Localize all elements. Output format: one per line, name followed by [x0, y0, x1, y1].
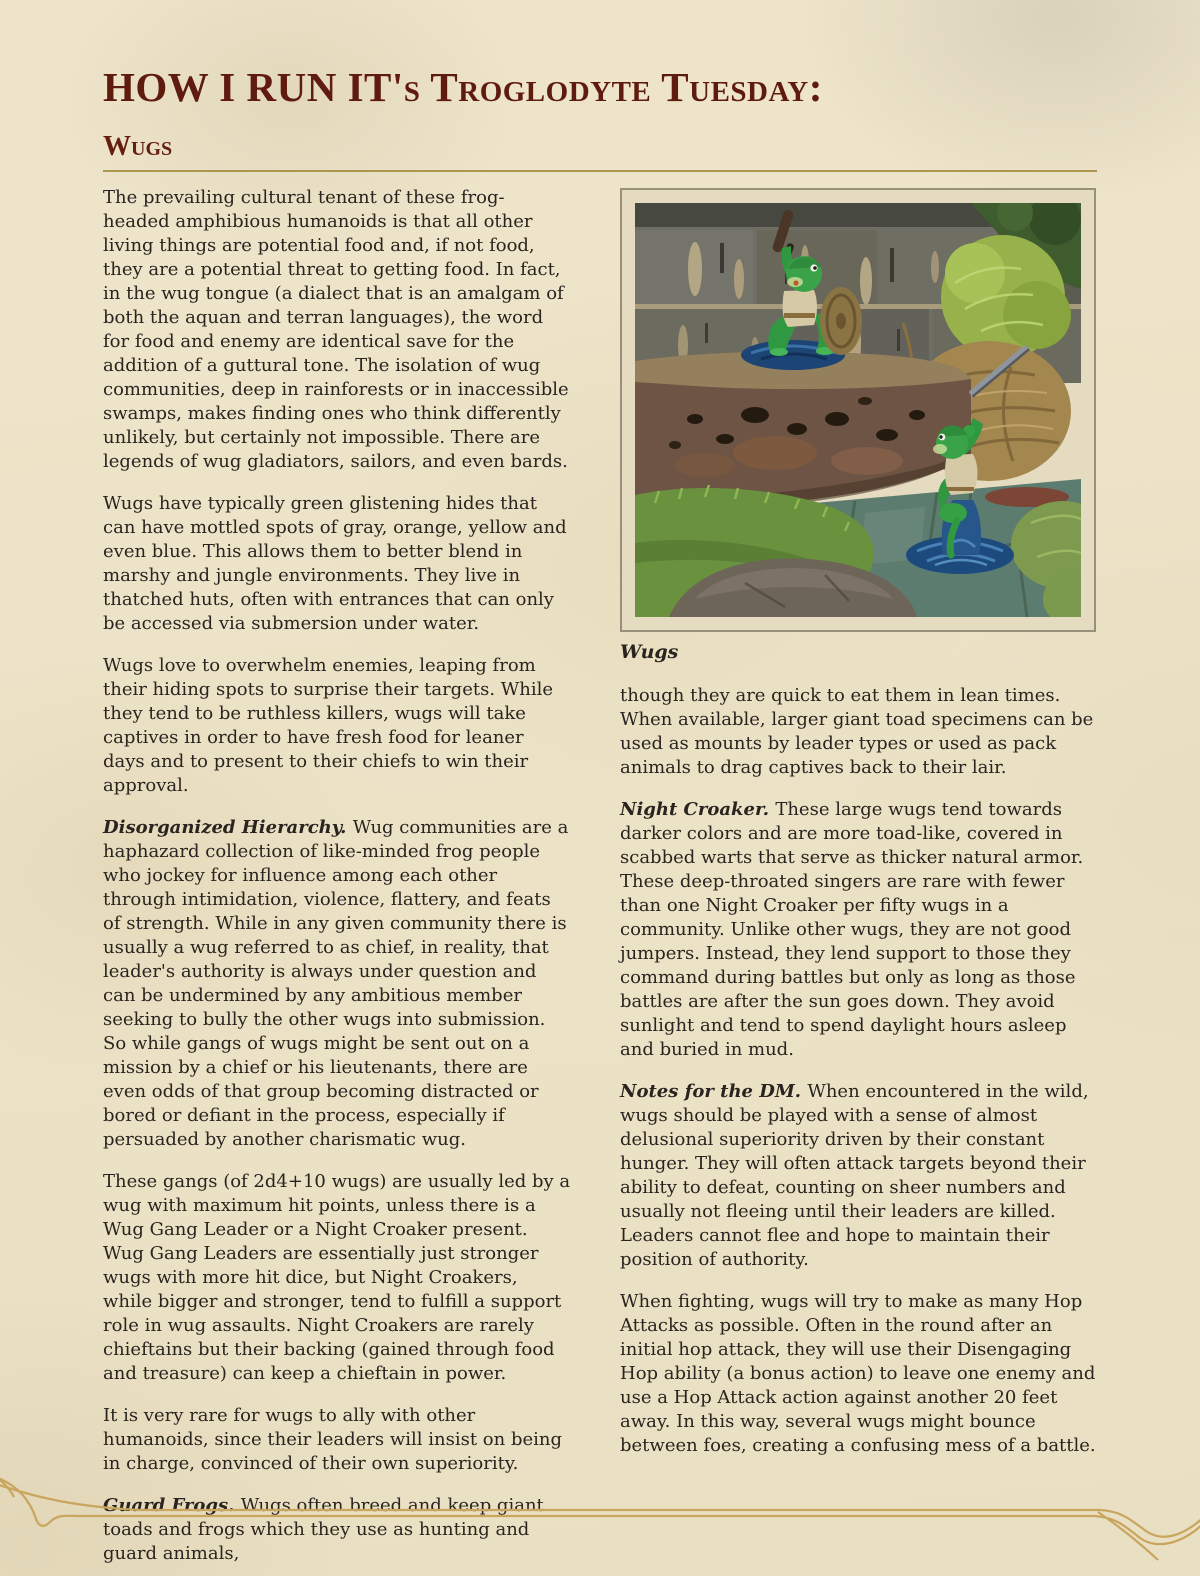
paragraph-text: The prevailing cultural tenant of these frog-headed amphibious humanoids is that all other living things are potential food and, if not food, they are a potential threat to getting food. In fact, in the wug tongue (a dialect that is an amalgam of both the aquan and terran languages), the word for food and enemy are identical save for the addition of a guttural tone. The isolation of wug communities, deep in rainforests or in inaccessible swamps, makes finding ones who think differently unlikely, but certainly not impossible. There are legends of wug gladiators, sailors, and even bards.	[103, 187, 569, 472]
two-column-body	[103, 186, 1097, 1576]
body-paragraph-notes-for-dm	[620, 1080, 1097, 1272]
body-paragraph	[103, 654, 571, 798]
wugs-photo	[620, 188, 1096, 632]
footer-flourish-decoration	[0, 1455, 1200, 1576]
wugs-figure	[620, 188, 1097, 664]
body-paragraph	[620, 1290, 1097, 1458]
paragraph-text: These large wugs tend towards darker colors and are more toad-like, covered in scabbed warts that serve as thicker natural armor. These deep-throated singers are rare with fewer than one Night Croaker per fifty wugs in a community. Unlike other wugs, they are not good jumpers. Instead, they lend support to those they command during battles but only as long as those battles are after the sun goes down. They avoid sunlight and tend to spend daylight hours asleep and buried in mud.	[620, 799, 1084, 1060]
paragraph-text: When fighting, wugs will try to make as many Hop Attacks as possible. Often in the round after an initial hop attack, they will use their Disengaging Hop ability (a bonus action) to leave one enemy and use a Hop Attack action against another 20 feet away. In this way, several wugs might bounce between foes, creating a confusing mess of a battle.	[620, 1291, 1096, 1456]
paragraph-text: though they are quick to eat them in lean times. When available, larger giant toad specimens can be used as mounts by leader types or used as pack animals to drag captives back to their lair.	[620, 685, 1094, 778]
body-paragraph	[620, 684, 1097, 780]
paragraph-lead: Guard Frogs.	[103, 1495, 235, 1516]
section-heading-wugs: Wugs	[103, 133, 1097, 172]
paragraph-text: Wugs often breed and keep giant toads and frogs which they use as hunting and guard animals,	[103, 1495, 544, 1564]
body-paragraph	[103, 186, 571, 474]
paragraph-text: When encountered in the wild, wugs should be played with a sense of almost delusional superiority driven by their constant hunger. They will often attack targets beyond their ability to defeat, counting on sheer numbers and usually not fleeing until their leaders are killed. Leaders cannot flee and hope to maintain their position of authority.	[620, 1081, 1089, 1270]
body-paragraph-disorganized-hierarchy	[103, 816, 571, 1152]
body-paragraph-night-croaker	[620, 798, 1097, 1062]
paragraph-text: Wug communities are a haphazard collection of like-minded frog people who jockey for influence among each other through intimidation, violence, flattery, and feats of strength. While in any given community there is usually a wug referred to as chief, in reality, that leader's authority is always under question and can be undermined by any ambitious member seeking to bully the other wugs into submission. So while gangs of wugs might be sent out on a mission by a chief or his lieutenants, there are even odds of that group becoming distracted or bored or defiant in the process, especially if persuaded by another charismatic wug.	[103, 817, 569, 1150]
right-column	[620, 188, 1097, 1476]
paragraph-text: These gangs (of 2d4+10 wugs) are usually led by a wug with maximum hit points, unless there is a Wug Gang Leader or a Night Croaker present. Wug Gang Leaders are essentially just stronger wugs with more hit dice, but Night Croakers, while bigger and stronger, tend to fulfill a support role in wug assaults. Night Croakers are rarely chieftains but their backing (gained through food and treasure) can keep a chieftain in power.	[103, 1171, 571, 1384]
rock-ledge	[635, 352, 971, 509]
paragraph-lead: Notes for the DM.	[620, 1081, 802, 1102]
left-column	[103, 186, 571, 1576]
paragraph-lead: Night Croaker.	[620, 799, 770, 820]
page-title: HOW I RUN IT's Troglodyte Tuesday:	[103, 64, 823, 110]
photo-caption: Wugs	[620, 641, 679, 663]
body-paragraph	[103, 1170, 571, 1386]
wugs-miniatures-scene	[635, 203, 1081, 617]
paragraph-text: It is very rare for wugs to ally with other humanoids, since their leaders will insist on being in charge, convinced of their own superiority.	[103, 1405, 562, 1474]
paragraph-text: Wugs love to overwhelm enemies, leaping from their hiding spots to surprise their targets. While they tend to be ruthless killers, wugs will take captives in order to have fresh food for leaner days and to present to their chiefs to win their approval.	[103, 655, 554, 796]
page-header	[103, 66, 1097, 172]
paragraph-lead: Disorganized Hierarchy.	[103, 817, 347, 838]
paragraph-text: Wugs have typically green glistening hides that can have mottled spots of gray, orange, yellow and even blue. This allows them to better blend in marshy and jungle environments. They live in thatched huts, often with entrances that can only be accessed via submersion under water.	[103, 493, 567, 634]
body-paragraph	[103, 492, 571, 636]
